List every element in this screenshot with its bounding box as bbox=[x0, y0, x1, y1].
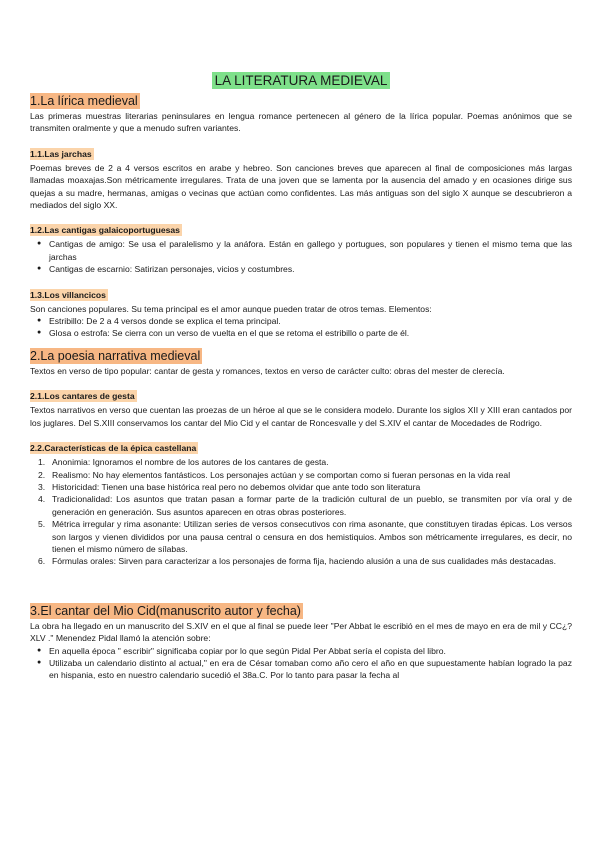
subsection-heading: 1.1.Las jarchas bbox=[30, 148, 92, 159]
paragraph: La obra ha llegado en un manuscrito del S.XIV en el que al final se puede leer "Per Abbat le escribió en el mes de mayo en era de mil y CC¿?XLV ." Menendez Pidal llamó la atención sobre: bbox=[30, 620, 572, 644]
title-wrap bbox=[30, 72, 572, 90]
list-item: 6. Fórmulas orales: Sirven para caracterizar a los personajes de forma fija, haciendo alusión a una de sus cualidades más destacadas. bbox=[38, 556, 556, 567]
paragraph: Poemas breves de 2 a 4 versos escritos en arabe y hebreo. Son canciones breves que aparecen al final de composiciones más largas llamadas moaxajas.Son métricamente irregulares. Trata de una joven que se lamenta por la ausencia del amado y en ocasiones dirige sus quejas a su madre, hermanas, amigas o vecinas que actúan como confidentes. Las más antiguas son del siglo X aunque se descubrieron a mediados del siglo XX. bbox=[30, 162, 572, 211]
subsection-heading: 1.2.Las cantigas galaicoportuguesas bbox=[30, 225, 180, 236]
paragraph: Las primeras muestras literarias peninsulares en lengua romance pertenecen al género de la lírica popular. Poemas anónimos que se transmiten oralmente y que a menudo sufren variantes. bbox=[30, 111, 572, 134]
subsection-heading: 2.2.Características de la épica castellana bbox=[30, 443, 197, 454]
list-item: 3. Historicidad: Tienen una base histórica real pero no debemos olvidar que ante todo son literatura bbox=[38, 481, 421, 492]
section-lirica bbox=[30, 92, 572, 340]
list-item: 1. Anonimia: Ignoramos el nombre de los autores de los cantares de gesta. bbox=[38, 457, 329, 468]
section-heading: 1.La lírica medieval bbox=[30, 94, 138, 108]
list-item: ● Estribillo: De 2 a 4 versos donde se explica el tema principal. bbox=[30, 315, 572, 327]
paragraph: Textos en verso de tipo popular: cantar de gesta y romances, textos en verso de carácter culto: obras del mester de clerecía. bbox=[30, 365, 505, 376]
subsection-heading: 2.1.Los cantares de gesta bbox=[30, 391, 135, 402]
list-item: 4. Tradicionalidad: Los asuntos que tratan pasan a formar parte de la tradición cultural de un pueblo, se transmiten por vía oral y de generación en generación. Sus asuntos aparecen en otras obras posteriores. bbox=[38, 494, 572, 517]
paragraph: Son canciones populares. Su tema principal es el amor aunque pueden tratar de otros temas. Elementos: bbox=[30, 303, 432, 314]
bullet-list bbox=[30, 315, 572, 340]
list-item: ● Cantigas de escarnio: Satirizan personajes, vicios y costumbres. bbox=[30, 263, 572, 275]
section-mio-cid bbox=[30, 602, 572, 682]
section-heading: 3.El cantar del Mio Cid(manuscrito autor y fecha) bbox=[30, 603, 301, 618]
numbered-list bbox=[30, 456, 572, 568]
bullet-list bbox=[30, 645, 572, 682]
list-item: 2. Realismo: No hay elementos fantásticos. Los personajes actúan y se comportan como si fueran personas en la vida real bbox=[38, 469, 511, 480]
section-heading: 2.La poesia narrativa medieval bbox=[30, 348, 201, 363]
document-page bbox=[30, 72, 572, 682]
paragraph: Textos narrativos en verso que cuentan las proezas de un héroe al que se le considera modelo. Durante los siglos XII y XIII eran cantados por los juglares. Del S.XIII conservamos los cantar del Mio Cid y el cantar de Roncesvalle y del S.XIV el cantar de Mocedades de Rodrigo. bbox=[30, 405, 572, 428]
list-item: ● Utilizaba un calendario distinto al actual," en era de César tomaban como año cero el año en que supuestamente habían logrado la paz en hispania, esto en nuestro calendario sucedió el 38a.C. Por lo tanto para pasar la fecha al bbox=[30, 657, 572, 682]
subsection-heading: 1.3.Los villancicos bbox=[30, 289, 106, 300]
page-title: LA LITERATURA MEDIEVAL bbox=[212, 72, 391, 89]
list-item: ● Glosa o estrofa: Se cierra con un verso de vuelta en el que se retoma el estribillo o parte de él. bbox=[30, 327, 572, 339]
bullet-list bbox=[30, 238, 572, 275]
section-poesia-narrativa bbox=[30, 347, 572, 568]
list-item: ● En aquella época " escribir" significaba copiar por lo que según Pidal Per Abbat sería el copista del libro. bbox=[30, 645, 572, 657]
list-item: 5. Métrica irregular y rima asonante: Utilizan series de versos consecutivos con rima asonante, que constituyen tiradas épicas. Los versos son largos y vienen divididos por una pausa central o censura en dos hemistiquios. Ambos son métricamente irregulares, es decir, no tienen el mismo número de sílabas. bbox=[38, 519, 572, 554]
list-item: ● Cantigas de amigo: Se usa el paralelismo y la anáfora. Están en gallego y portugues, son populares y tienen el mismo tema que las jarchas bbox=[30, 238, 572, 263]
